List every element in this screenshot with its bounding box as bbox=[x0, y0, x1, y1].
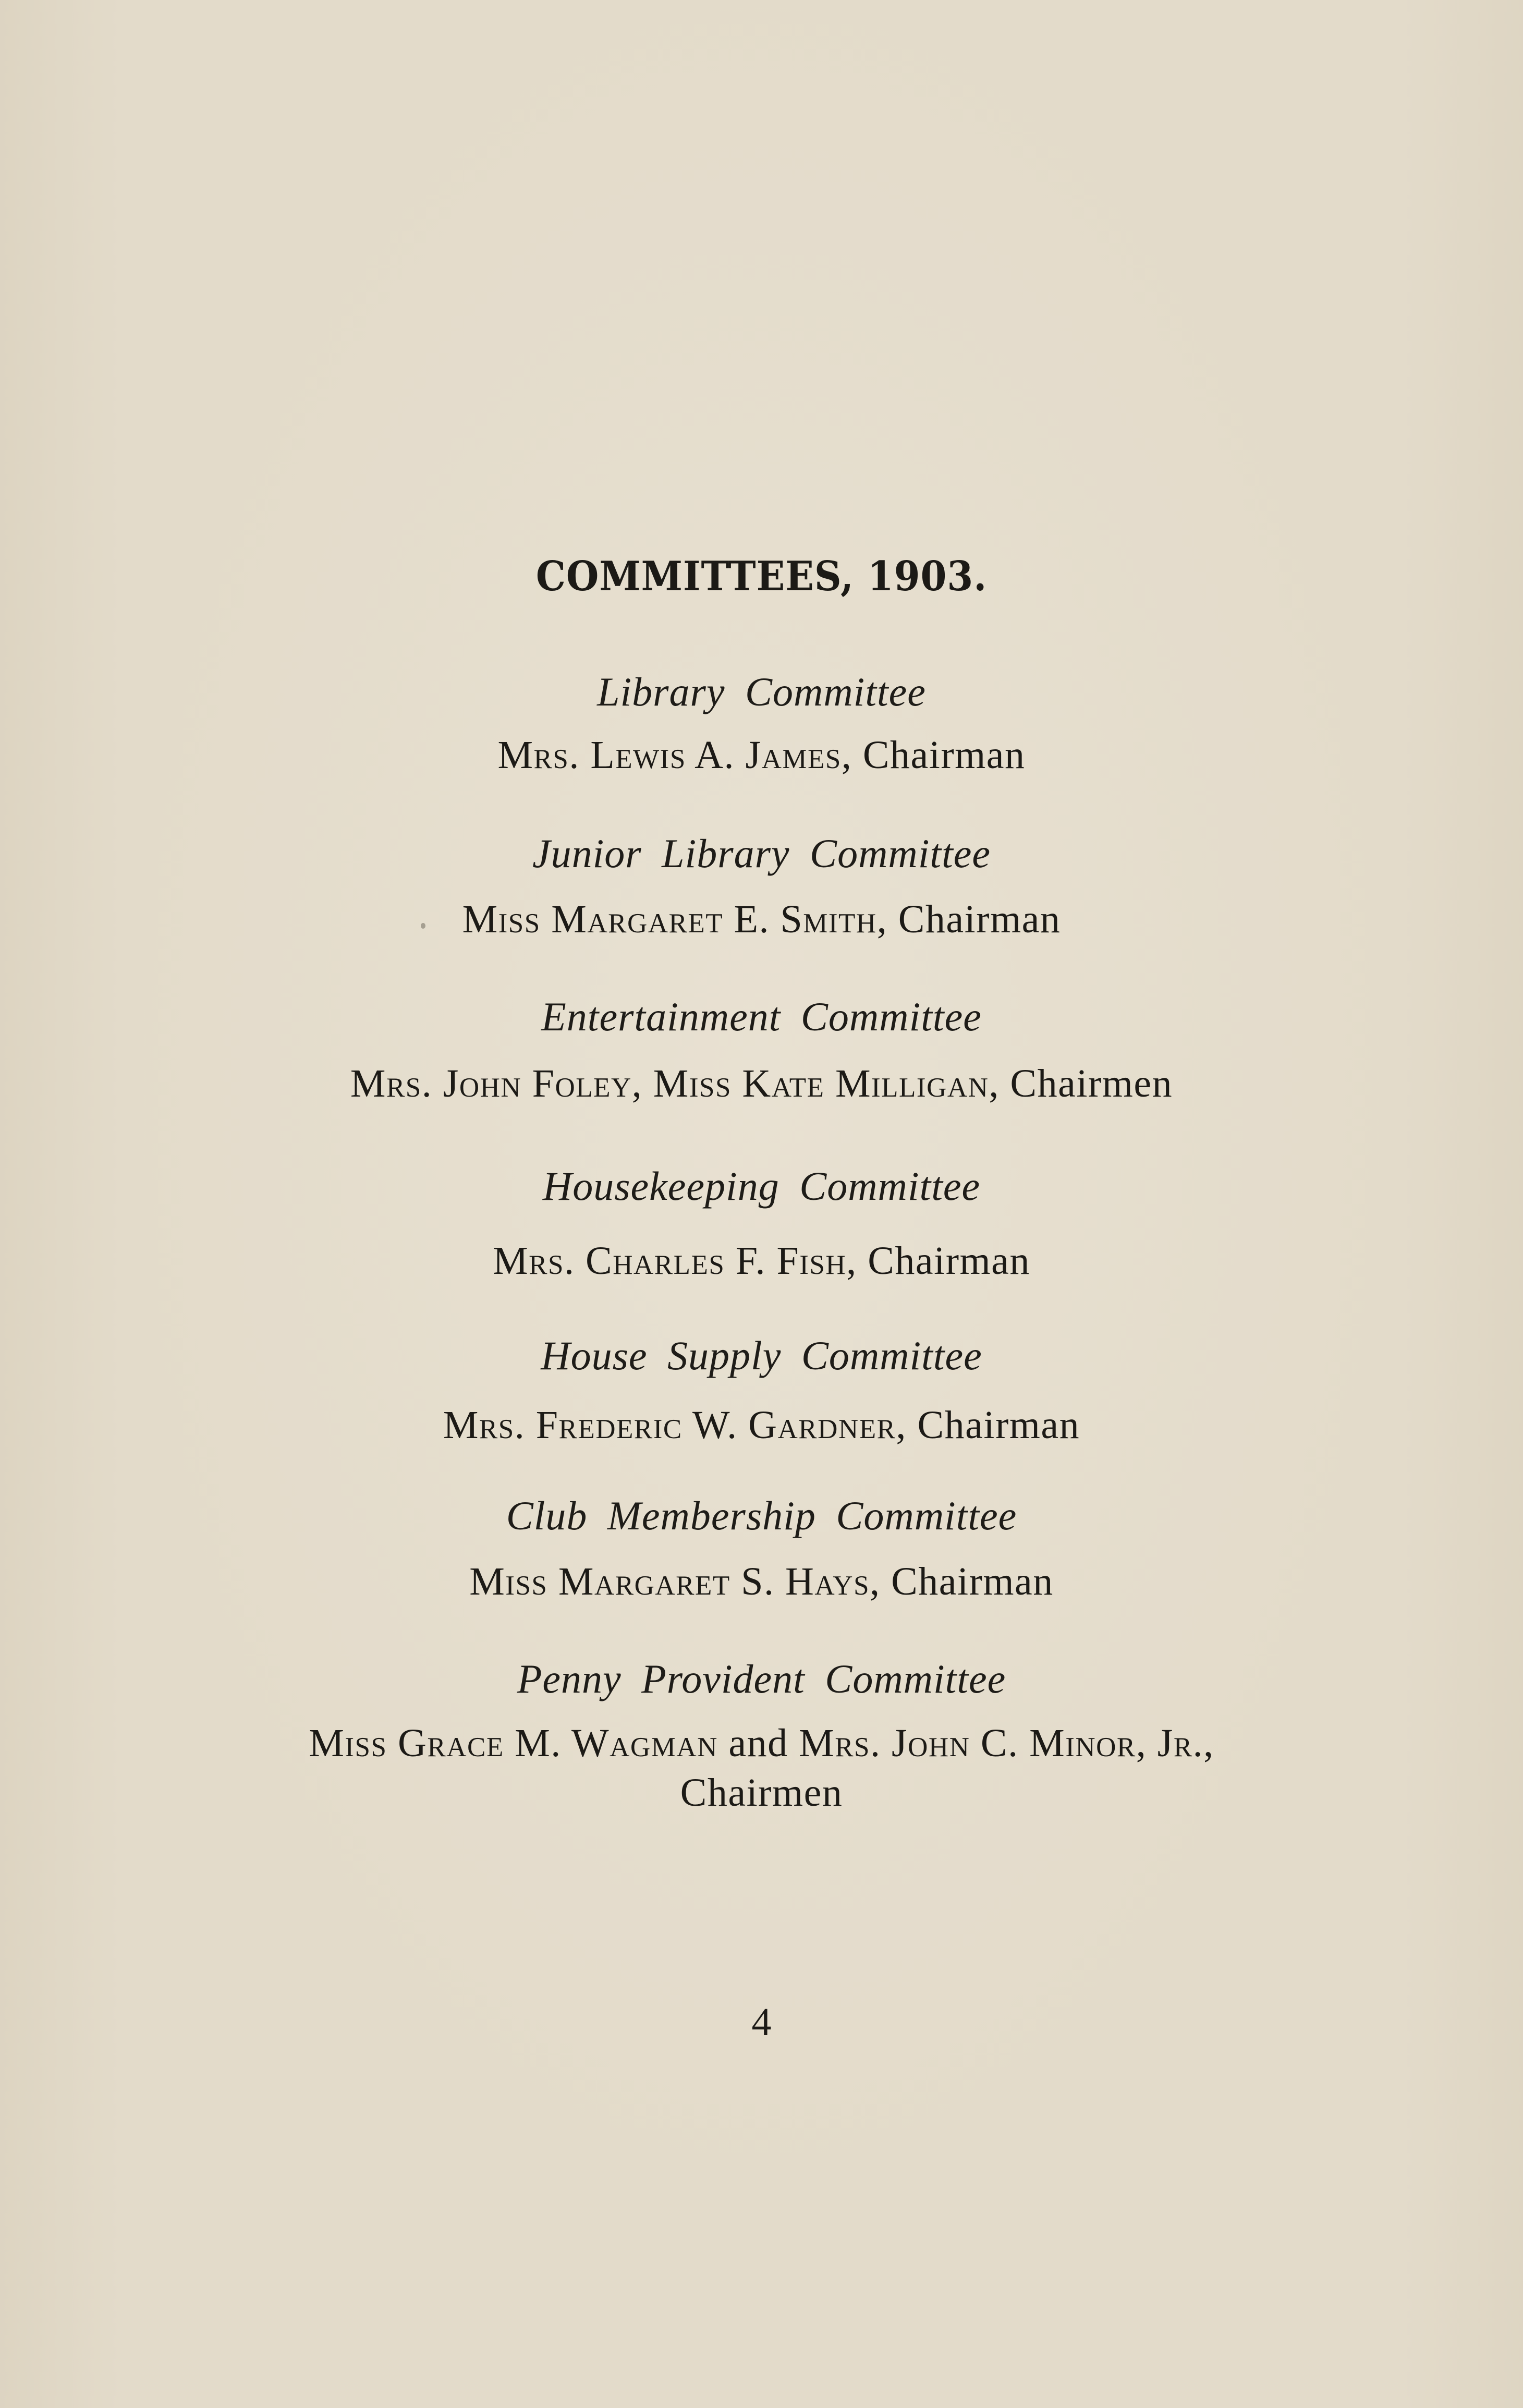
member-role: Chairman bbox=[868, 1239, 1030, 1283]
member-names: Mrs. Charles F. Fish, bbox=[493, 1239, 857, 1283]
member-connector: and bbox=[728, 1721, 788, 1765]
committee-members-entertainment bbox=[0, 1061, 1523, 1106]
member-names: Mrs. John Foley, Miss Kate Milligan, bbox=[350, 1062, 1000, 1105]
page-title: COMMITTEES, 1903. bbox=[535, 553, 988, 600]
member-names: Miss Margaret E. Smith, bbox=[462, 897, 888, 941]
member-names: Miss Margaret S. Hays, bbox=[469, 1560, 881, 1603]
committee-heading-entertainment: Entertainment Committee bbox=[541, 994, 982, 1039]
committee-members-junior-library bbox=[0, 897, 1523, 942]
committee-members-club-membership bbox=[0, 1559, 1523, 1604]
committee-heading-penny-provident: Penny Provident Committee bbox=[517, 1656, 1006, 1701]
member-names: Miss Grace M. Wagman bbox=[309, 1721, 718, 1765]
committee-heading-club-membership: Club Membership Committee bbox=[506, 1493, 1017, 1538]
member-role: Chairmen bbox=[680, 1771, 843, 1815]
committee-heading-housekeeping: Housekeeping Committee bbox=[542, 1163, 981, 1209]
member-role: Chairman bbox=[898, 897, 1061, 941]
committee-members-housekeeping bbox=[0, 1238, 1523, 1284]
committee-heading-junior-library: Junior Library Committee bbox=[532, 831, 991, 876]
member-names: Mrs. Frederic W. Gardner, bbox=[443, 1403, 907, 1447]
member-role: Chairman bbox=[891, 1560, 1054, 1603]
committee-members-library bbox=[0, 733, 1523, 778]
committee-members-penny-provident bbox=[0, 1721, 1523, 1766]
page-number: 4 bbox=[751, 2000, 772, 2044]
member-names-2: Mrs. John C. Minor, Jr., bbox=[799, 1721, 1214, 1765]
ink-speck bbox=[421, 923, 425, 929]
committee-members-house-supply bbox=[0, 1403, 1523, 1448]
member-names: Mrs. Lewis A. James, bbox=[497, 733, 852, 777]
committee-role-penny-provident bbox=[0, 1770, 1523, 1816]
committee-heading-library: Library Committee bbox=[597, 669, 926, 714]
committee-heading-house-supply: House Supply Committee bbox=[541, 1333, 982, 1378]
member-role: Chairman bbox=[917, 1403, 1080, 1447]
member-role: Chairman bbox=[862, 733, 1026, 777]
member-role: Chairmen bbox=[1010, 1062, 1173, 1105]
